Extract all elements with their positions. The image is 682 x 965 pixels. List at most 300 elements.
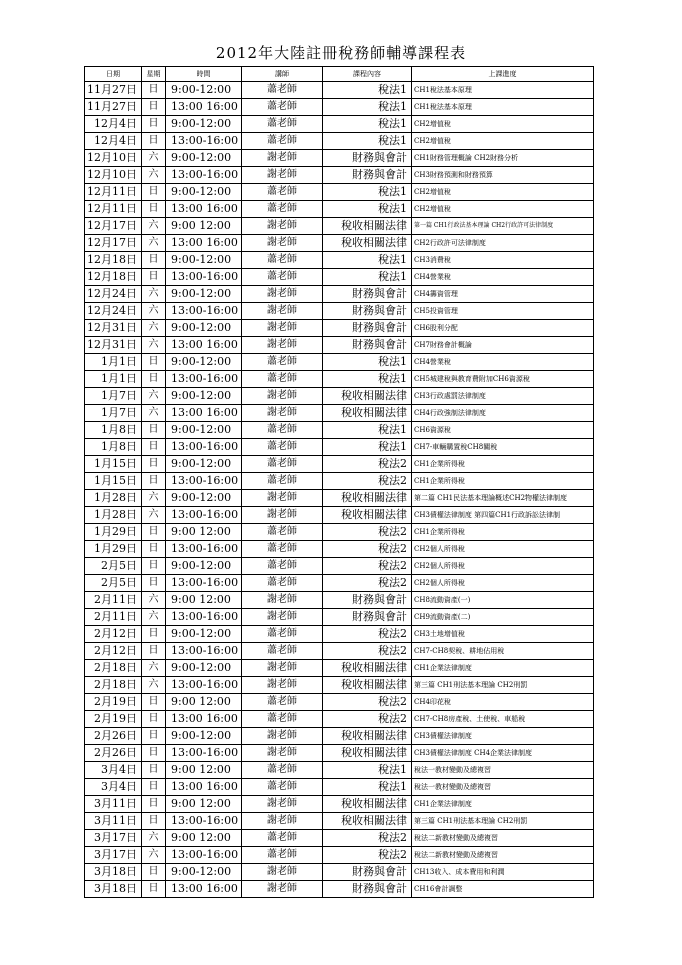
date-cell: 3月4日	[85, 762, 142, 779]
weekday-cell: 日	[142, 99, 166, 116]
teacher-cell: 謝老師	[242, 728, 323, 745]
time-cell: 13:00-16:00	[166, 269, 242, 286]
teacher-cell: 謝老師	[242, 609, 323, 626]
date-cell: 1月1日	[85, 354, 142, 371]
date-cell: 2月12日	[85, 643, 142, 660]
date-cell: 2月12日	[85, 626, 142, 643]
teacher-cell: 蕭老師	[242, 82, 323, 99]
weekday-cell: 日	[142, 575, 166, 592]
weekday-cell: 日	[142, 779, 166, 796]
date-cell: 12月17日	[85, 218, 142, 235]
progress-cell: CH3財務預測和財務預算	[412, 167, 594, 184]
weekday-cell: 日	[142, 269, 166, 286]
progress-cell: CH3債權法律制度 第四篇CH1行政訴訟法律制	[412, 507, 594, 524]
table-row	[85, 592, 594, 609]
course-cell: 稅法2	[323, 847, 412, 864]
progress-cell: CH7-CH8房產稅、土使稅、車船稅	[412, 711, 594, 728]
time-cell: 13:00 16:00	[166, 405, 242, 422]
date-cell: 12月11日	[85, 184, 142, 201]
progress-cell: CH4印花稅	[412, 694, 594, 711]
header-course: 課程內容	[323, 67, 412, 82]
teacher-cell: 蕭老師	[242, 558, 323, 575]
time-cell: 13:00-16:00	[166, 439, 242, 456]
table-row	[85, 235, 594, 252]
progress-cell: CH1財務管理概論 CH2財務分析	[412, 150, 594, 167]
weekday-cell: 日	[142, 694, 166, 711]
time-cell: 9:00-12:00	[166, 320, 242, 337]
table-row	[85, 473, 594, 490]
progress-cell: CH3消費稅	[412, 252, 594, 269]
weekday-cell: 六	[142, 320, 166, 337]
course-cell: 稅收相關法律	[323, 796, 412, 813]
table-row	[85, 337, 594, 354]
table-row	[85, 745, 594, 762]
course-cell: 稅收相關法律	[323, 405, 412, 422]
table-row	[85, 320, 594, 337]
progress-cell: CH9流動資產(二)	[412, 609, 594, 626]
time-cell: 13:00-16:00	[166, 167, 242, 184]
time-cell: 13:00-16:00	[166, 609, 242, 626]
time-cell: 9:00 12:00	[166, 592, 242, 609]
teacher-cell: 蕭老師	[242, 354, 323, 371]
table-row	[85, 796, 594, 813]
date-cell: 3月11日	[85, 796, 142, 813]
time-cell: 13:00 16:00	[166, 711, 242, 728]
weekday-cell: 六	[142, 388, 166, 405]
date-cell: 12月24日	[85, 303, 142, 320]
progress-cell: CH6資源稅	[412, 422, 594, 439]
weekday-cell: 日	[142, 762, 166, 779]
course-cell: 稅收相關法律	[323, 745, 412, 762]
weekday-cell: 六	[142, 286, 166, 303]
date-cell: 12月18日	[85, 252, 142, 269]
course-cell: 稅法1	[323, 116, 412, 133]
date-cell: 1月8日	[85, 439, 142, 456]
time-cell: 9:00 12:00	[166, 694, 242, 711]
teacher-cell: 蕭老師	[242, 541, 323, 558]
progress-cell: 稅法一教材變動及總複習	[412, 762, 594, 779]
teacher-cell: 謝老師	[242, 167, 323, 184]
date-cell: 12月31日	[85, 337, 142, 354]
teacher-cell: 謝老師	[242, 507, 323, 524]
course-cell: 稅收相關法律	[323, 490, 412, 507]
course-cell: 財務與會計	[323, 167, 412, 184]
page-title: 2012年大陸註冊稅務師輔導課程表	[215, 44, 467, 62]
date-cell: 2月19日	[85, 711, 142, 728]
teacher-cell: 謝老師	[242, 745, 323, 762]
course-cell: 稅法2	[323, 711, 412, 728]
time-cell: 9:00-12:00	[166, 422, 242, 439]
weekday-cell: 日	[142, 82, 166, 99]
course-cell: 財務與會計	[323, 592, 412, 609]
progress-cell: CH2個人所得稅	[412, 558, 594, 575]
weekday-cell: 日	[142, 541, 166, 558]
time-cell: 9:00-12:00	[166, 456, 242, 473]
teacher-cell: 蕭老師	[242, 473, 323, 490]
course-cell: 稅法2	[323, 473, 412, 490]
date-cell: 2月18日	[85, 660, 142, 677]
date-cell: 12月10日	[85, 167, 142, 184]
date-cell: 2月5日	[85, 558, 142, 575]
time-cell: 9:00-12:00	[166, 252, 242, 269]
table-row	[85, 779, 594, 796]
progress-cell: CH2個人所得稅	[412, 575, 594, 592]
table-row	[85, 82, 594, 99]
teacher-cell: 謝老師	[242, 490, 323, 507]
teacher-cell: 謝老師	[242, 677, 323, 694]
time-cell: 9:00-12:00	[166, 286, 242, 303]
table-row	[85, 881, 594, 898]
time-cell: 9:00 12:00	[166, 796, 242, 813]
progress-cell: CH16會計調整	[412, 881, 594, 898]
course-cell: 稅法1	[323, 184, 412, 201]
course-cell: 財務與會計	[323, 303, 412, 320]
course-cell: 稅收相關法律	[323, 235, 412, 252]
table-row	[85, 99, 594, 116]
weekday-cell: 日	[142, 201, 166, 218]
date-cell: 12月11日	[85, 201, 142, 218]
schedule-table	[84, 66, 594, 898]
teacher-cell: 謝老師	[242, 660, 323, 677]
weekday-cell: 六	[142, 592, 166, 609]
course-cell: 稅法1	[323, 779, 412, 796]
teacher-cell: 蕭老師	[242, 99, 323, 116]
progress-cell: CH6股利分配	[412, 320, 594, 337]
progress-cell: CH2增值稅	[412, 184, 594, 201]
progress-cell: CH1企業法律制度	[412, 660, 594, 677]
table-header	[85, 67, 594, 82]
course-cell: 財務與會計	[323, 150, 412, 167]
course-cell: 稅收相關法律	[323, 388, 412, 405]
teacher-cell: 蕭老師	[242, 779, 323, 796]
course-cell: 稅法1	[323, 252, 412, 269]
teacher-cell: 蕭老師	[242, 711, 323, 728]
course-cell: 稅法2	[323, 558, 412, 575]
time-cell: 13:00 16:00	[166, 779, 242, 796]
weekday-cell: 日	[142, 728, 166, 745]
teacher-cell: 蕭老師	[242, 371, 323, 388]
teacher-cell: 蕭老師	[242, 133, 323, 150]
weekday-cell: 日	[142, 133, 166, 150]
date-cell: 3月4日	[85, 779, 142, 796]
date-cell: 2月19日	[85, 694, 142, 711]
progress-cell: CH5城建稅與教育費附加CH6資源稅	[412, 371, 594, 388]
weekday-cell: 日	[142, 813, 166, 830]
table-row	[85, 269, 594, 286]
course-cell: 稅法2	[323, 575, 412, 592]
progress-cell: 第二篇 CH1民法基本理論概述CH2物權法律制度	[412, 490, 594, 507]
progress-cell: CH3債權法律制度	[412, 728, 594, 745]
table-row	[85, 830, 594, 847]
time-cell: 9:00 12:00	[166, 762, 242, 779]
table-row	[85, 558, 594, 575]
course-cell: 稅法1	[323, 269, 412, 286]
course-cell: 稅法1	[323, 422, 412, 439]
teacher-cell: 蕭老師	[242, 643, 323, 660]
course-cell: 稅法1	[323, 354, 412, 371]
time-cell: 13:00-16:00	[166, 847, 242, 864]
table-row	[85, 439, 594, 456]
table-row	[85, 218, 594, 235]
course-cell: 稅法2	[323, 694, 412, 711]
weekday-cell: 六	[142, 337, 166, 354]
teacher-cell: 蕭老師	[242, 762, 323, 779]
course-cell: 稅法2	[323, 626, 412, 643]
teacher-cell: 蕭老師	[242, 116, 323, 133]
weekday-cell: 日	[142, 252, 166, 269]
table-row	[85, 150, 594, 167]
date-cell: 1月28日	[85, 507, 142, 524]
table-row	[85, 405, 594, 422]
course-cell: 財務與會計	[323, 337, 412, 354]
table-row	[85, 847, 594, 864]
progress-cell: CH4營業稅	[412, 354, 594, 371]
time-cell: 13:00 16:00	[166, 881, 242, 898]
table-row	[85, 184, 594, 201]
time-cell: 9:00-12:00	[166, 626, 242, 643]
weekday-cell: 日	[142, 643, 166, 660]
weekday-cell: 六	[142, 490, 166, 507]
header-row	[85, 67, 594, 82]
date-cell: 2月11日	[85, 609, 142, 626]
progress-cell: 第一篇 CH1行政法基本理論 CH2行政許可法律制度	[412, 218, 594, 235]
header-progress: 上課進度	[412, 67, 594, 82]
time-cell: 13:00 16:00	[166, 201, 242, 218]
weekday-cell: 六	[142, 150, 166, 167]
table-row	[85, 541, 594, 558]
course-cell: 稅法2	[323, 541, 412, 558]
course-cell: 稅法1	[323, 439, 412, 456]
table-row	[85, 609, 594, 626]
time-cell: 9:00-12:00	[166, 864, 242, 881]
table-row	[85, 711, 594, 728]
weekday-cell: 六	[142, 677, 166, 694]
date-cell: 2月11日	[85, 592, 142, 609]
header-time: 時間	[166, 67, 242, 82]
time-cell: 13:00-16:00	[166, 507, 242, 524]
time-cell: 13:00 16:00	[166, 235, 242, 252]
date-cell: 3月17日	[85, 847, 142, 864]
course-cell: 稅收相關法律	[323, 507, 412, 524]
table-row	[85, 201, 594, 218]
progress-cell: CH1稅法基本原理	[412, 82, 594, 99]
teacher-cell: 謝老師	[242, 813, 323, 830]
progress-cell: CH2增值稅	[412, 201, 594, 218]
progress-cell: CH4籌資管理	[412, 286, 594, 303]
teacher-cell: 蕭老師	[242, 847, 323, 864]
teacher-cell: 謝老師	[242, 881, 323, 898]
course-cell: 稅法1	[323, 82, 412, 99]
progress-cell: CH2增值稅	[412, 116, 594, 133]
weekday-cell: 六	[142, 218, 166, 235]
progress-cell: CH2個人所得稅	[412, 541, 594, 558]
table-row	[85, 116, 594, 133]
time-cell: 13:00 16:00	[166, 99, 242, 116]
table-row	[85, 524, 594, 541]
progress-cell: 稅法一教材變動及總複習	[412, 779, 594, 796]
progress-cell: 第三篇 CH1刑法基本理論 CH2刑罰	[412, 677, 594, 694]
weekday-cell: 日	[142, 473, 166, 490]
progress-cell: 第三篇 CH1刑法基本理論 CH2刑罰	[412, 813, 594, 830]
teacher-cell: 謝老師	[242, 303, 323, 320]
table-row	[85, 286, 594, 303]
weekday-cell: 日	[142, 711, 166, 728]
course-cell: 稅收相關法律	[323, 218, 412, 235]
date-cell: 2月26日	[85, 745, 142, 762]
teacher-cell: 謝老師	[242, 592, 323, 609]
time-cell: 13:00-16:00	[166, 575, 242, 592]
table-row	[85, 677, 594, 694]
teacher-cell: 謝老師	[242, 286, 323, 303]
time-cell: 13:00-16:00	[166, 677, 242, 694]
table-row	[85, 456, 594, 473]
course-cell: 財務與會計	[323, 864, 412, 881]
table-row	[85, 626, 594, 643]
weekday-cell: 日	[142, 456, 166, 473]
course-cell: 稅法2	[323, 830, 412, 847]
course-cell: 稅收相關法律	[323, 813, 412, 830]
teacher-cell: 蕭老師	[242, 422, 323, 439]
time-cell: 9:00-12:00	[166, 184, 242, 201]
time-cell: 9:00-12:00	[166, 558, 242, 575]
table-row	[85, 252, 594, 269]
weekday-cell: 六	[142, 507, 166, 524]
table-row	[85, 694, 594, 711]
time-cell: 9:00-12:00	[166, 82, 242, 99]
course-cell: 稅法2	[323, 456, 412, 473]
time-cell: 13:00-16:00	[166, 813, 242, 830]
weekday-cell: 日	[142, 626, 166, 643]
progress-cell: CH5投資管理	[412, 303, 594, 320]
date-cell: 12月18日	[85, 269, 142, 286]
table-body	[85, 82, 594, 898]
date-cell: 12月4日	[85, 133, 142, 150]
progress-cell: CH2行政許可法律制度	[412, 235, 594, 252]
header-weekday: 星期	[142, 67, 166, 82]
time-cell: 9:00-12:00	[166, 388, 242, 405]
date-cell: 1月8日	[85, 422, 142, 439]
teacher-cell: 謝老師	[242, 796, 323, 813]
weekday-cell: 日	[142, 881, 166, 898]
progress-cell: CH1企業所得稅	[412, 524, 594, 541]
time-cell: 9:00 12:00	[166, 524, 242, 541]
date-cell: 3月18日	[85, 864, 142, 881]
time-cell: 13:00-16:00	[166, 133, 242, 150]
date-cell: 3月17日	[85, 830, 142, 847]
progress-cell: CH4營業稅	[412, 269, 594, 286]
table-row	[85, 303, 594, 320]
teacher-cell: 謝老師	[242, 864, 323, 881]
progress-cell: CH7財務會計概論	[412, 337, 594, 354]
date-cell: 12月31日	[85, 320, 142, 337]
date-cell: 3月18日	[85, 881, 142, 898]
weekday-cell: 日	[142, 558, 166, 575]
weekday-cell: 日	[142, 371, 166, 388]
course-cell: 稅法1	[323, 762, 412, 779]
course-cell: 稅法1	[323, 201, 412, 218]
weekday-cell: 六	[142, 405, 166, 422]
time-cell: 13:00-16:00	[166, 541, 242, 558]
date-cell: 2月5日	[85, 575, 142, 592]
date-cell: 1月7日	[85, 405, 142, 422]
teacher-cell: 謝老師	[242, 150, 323, 167]
header-date: 日期	[85, 67, 142, 82]
teacher-cell: 蕭老師	[242, 694, 323, 711]
table-row	[85, 813, 594, 830]
time-cell: 13:00-16:00	[166, 473, 242, 490]
weekday-cell: 六	[142, 167, 166, 184]
date-cell: 12月4日	[85, 116, 142, 133]
teacher-cell: 謝老師	[242, 320, 323, 337]
weekday-cell: 日	[142, 422, 166, 439]
time-cell: 13:00-16:00	[166, 643, 242, 660]
weekday-cell: 日	[142, 864, 166, 881]
course-cell: 稅收相關法律	[323, 728, 412, 745]
table-row	[85, 388, 594, 405]
progress-cell: CH1企業法律制度	[412, 796, 594, 813]
weekday-cell: 日	[142, 354, 166, 371]
progress-cell: CH3債權法律制度 CH4企業法律制度	[412, 745, 594, 762]
date-cell: 11月27日	[85, 99, 142, 116]
course-cell: 稅法1	[323, 99, 412, 116]
teacher-cell: 蕭老師	[242, 269, 323, 286]
date-cell: 3月11日	[85, 813, 142, 830]
teacher-cell: 謝老師	[242, 388, 323, 405]
teacher-cell: 謝老師	[242, 405, 323, 422]
time-cell: 9:00-12:00	[166, 490, 242, 507]
date-cell: 12月24日	[85, 286, 142, 303]
table-row	[85, 762, 594, 779]
date-cell: 1月29日	[85, 541, 142, 558]
weekday-cell: 日	[142, 796, 166, 813]
progress-cell: CH1企業所得稅	[412, 473, 594, 490]
table-row	[85, 643, 594, 660]
table-row	[85, 660, 594, 677]
date-cell: 1月1日	[85, 371, 142, 388]
course-cell: 財務與會計	[323, 286, 412, 303]
table-row	[85, 728, 594, 745]
date-cell: 1月15日	[85, 456, 142, 473]
weekday-cell: 日	[142, 116, 166, 133]
header-teacher: 講師	[242, 67, 323, 82]
date-cell: 2月18日	[85, 677, 142, 694]
time-cell: 13:00 16:00	[166, 337, 242, 354]
date-cell: 12月10日	[85, 150, 142, 167]
table-row	[85, 864, 594, 881]
weekday-cell: 六	[142, 609, 166, 626]
time-cell: 13:00-16:00	[166, 371, 242, 388]
progress-cell: CH8流動資產(一)	[412, 592, 594, 609]
date-cell: 1月29日	[85, 524, 142, 541]
course-cell: 稅法2	[323, 524, 412, 541]
teacher-cell: 蕭老師	[242, 524, 323, 541]
date-cell: 1月15日	[85, 473, 142, 490]
course-cell: 財務與會計	[323, 609, 412, 626]
weekday-cell: 六	[142, 847, 166, 864]
time-cell: 9:00-12:00	[166, 660, 242, 677]
weekday-cell: 日	[142, 524, 166, 541]
date-cell: 11月27日	[85, 82, 142, 99]
progress-cell: CH1稅法基本原理	[412, 99, 594, 116]
table-row	[85, 371, 594, 388]
table-row	[85, 422, 594, 439]
progress-cell: CH4行政強制法律制度	[412, 405, 594, 422]
teacher-cell: 蕭老師	[242, 439, 323, 456]
teacher-cell: 謝老師	[242, 218, 323, 235]
time-cell: 13:00-16:00	[166, 303, 242, 320]
weekday-cell: 六	[142, 660, 166, 677]
table-row	[85, 167, 594, 184]
